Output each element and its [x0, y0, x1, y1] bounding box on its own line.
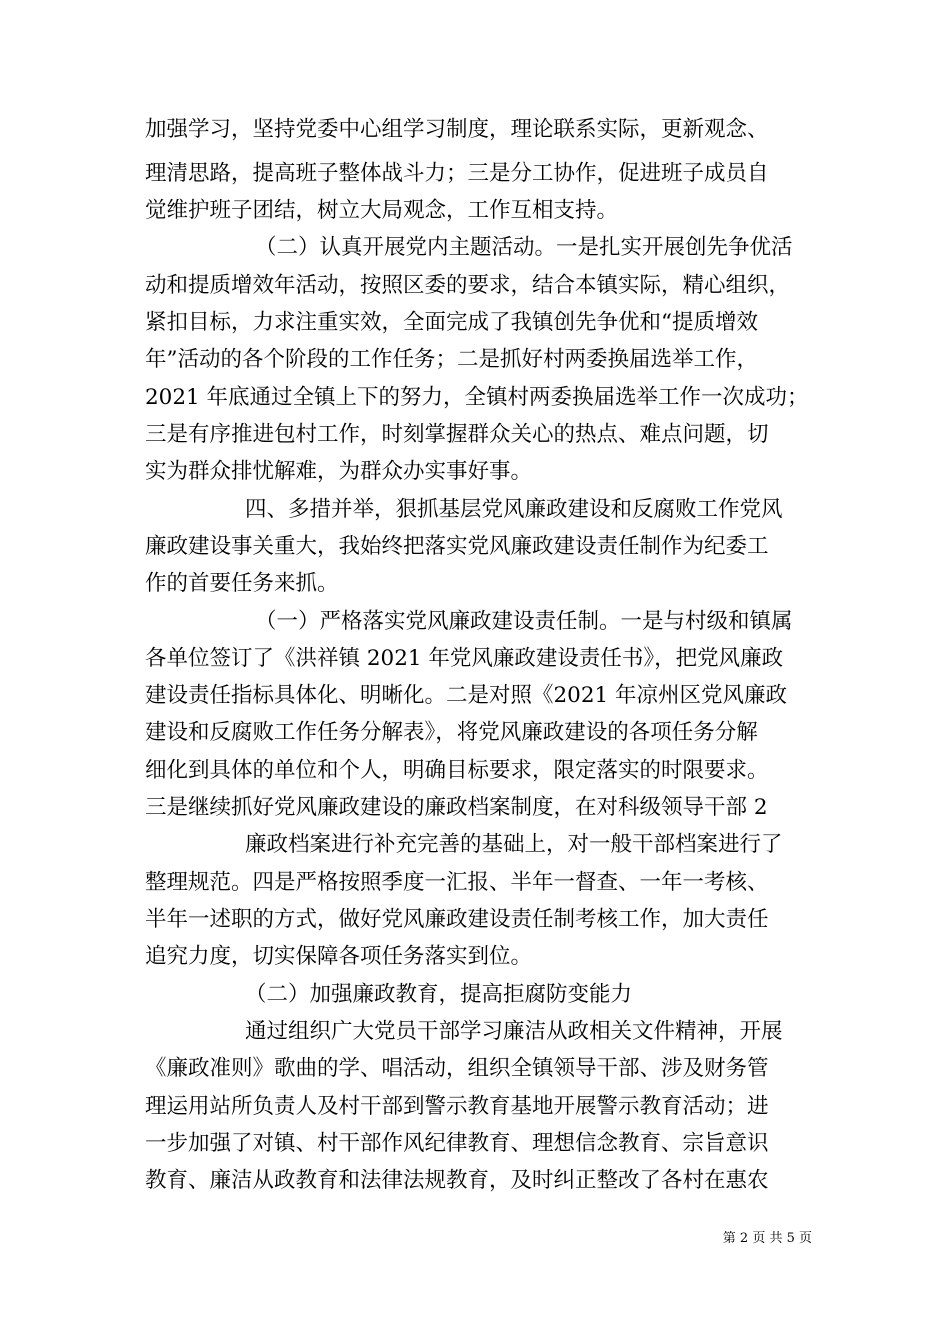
- text-line: 建设责任指标具体化、明晰化。二是对照《2021 年凉州区党风廉政: [145, 683, 788, 708]
- text-line: 半年一述职的方式，做好党风廉政建设责任制考核工作，加大责任: [145, 907, 769, 932]
- text-line: 廉政档案进行补充完善的基础上，对一般干部档案进行了: [245, 832, 783, 857]
- text-line: 建设和反腐败工作任务分解表》，将党风廉政建设的各项任务分解: [145, 720, 758, 745]
- text-line: 一步加强了对镇、村干部作风纪律教育、理想信念教育、宗旨意识: [145, 1131, 769, 1156]
- page-number: 第 2 页 共 5 页: [722, 1231, 812, 1246]
- text-line: 理运用站所负责人及村干部到警示教育基地开展警示教育活动；进: [145, 1094, 769, 1119]
- text-line: 三是有序推进包村工作，时刻掌握群众关心的热点、难点问题，切: [145, 422, 769, 447]
- text-line: 紧扣目标，力求注重实效，全面完成了我镇创先争优和“提质增效: [145, 310, 758, 335]
- text-line: （一）严格落实党风廉政建设责任制。一是与村级和镇属: [255, 609, 793, 634]
- text-line: 动和提质增效年活动，按照区委的要求，结合本镇实际，精心组织，: [145, 273, 791, 298]
- text-line: 四、多措并举，狠抓基层党风廉政建设和反腐败工作党风: [245, 497, 783, 522]
- text-line: 2021 年底通过全镇上下的努力，全镇村两委换届选举工作一次成功；: [145, 385, 809, 410]
- text-line: 细化到具体的单位和个人，明确目标要求，限定落实的时限要求。: [145, 758, 769, 783]
- section-heading: （二）加强廉政教育，提高拒腐防变能力: [245, 982, 633, 1007]
- text-line: 觉维护班子团结，树立大局观念，工作互相支持。: [145, 198, 619, 223]
- text-line: 通过组织广大党员干部学习廉洁从政相关文件精神，开展: [245, 1019, 783, 1044]
- text-line: 实为群众排忧解难，为群众办实事好事。: [145, 459, 533, 484]
- text-line: 廉政建设事关重大，我始终把落实党风廉政建设责任制作为纪委工: [145, 534, 769, 559]
- text-line: 追究力度，切实保障各项任务落实到位。: [145, 944, 533, 969]
- text-line: 年”活动的各个阶段的工作任务；二是抓好村两委换届选举工作，: [145, 347, 758, 372]
- text-line: 教育、廉洁从政教育和法律法规教育，及时纠正整改了各村在惠农: [145, 1168, 769, 1193]
- text-line: 加强学习，坚持党委中心组学习制度，理论联系实际，更新观念、: [145, 117, 769, 142]
- text-line: 各单位签订了《洪祥镇 2021 年党风廉政建设责任书》，把党风廉政: [145, 646, 784, 671]
- text-line: （二）认真开展党内主题活动。一是扎实开展创先争优活: [255, 235, 793, 260]
- text-line: 理清思路，提高班子整体战斗力；三是分工协作，促进班子成员自: [145, 161, 769, 186]
- text-line: 作的首要任务来抓。: [145, 571, 339, 596]
- text-line: 整理规范。四是严格按照季度一汇报、半年一督查、一年一考核、: [145, 870, 769, 895]
- text-line: 《廉政准则》歌曲的学、唱活动，组织全镇领导干部、涉及财务管: [145, 1056, 769, 1081]
- text-line: 三是继续抓好党风廉政建设的廉政档案制度，在对科级领导干部 2: [145, 795, 768, 820]
